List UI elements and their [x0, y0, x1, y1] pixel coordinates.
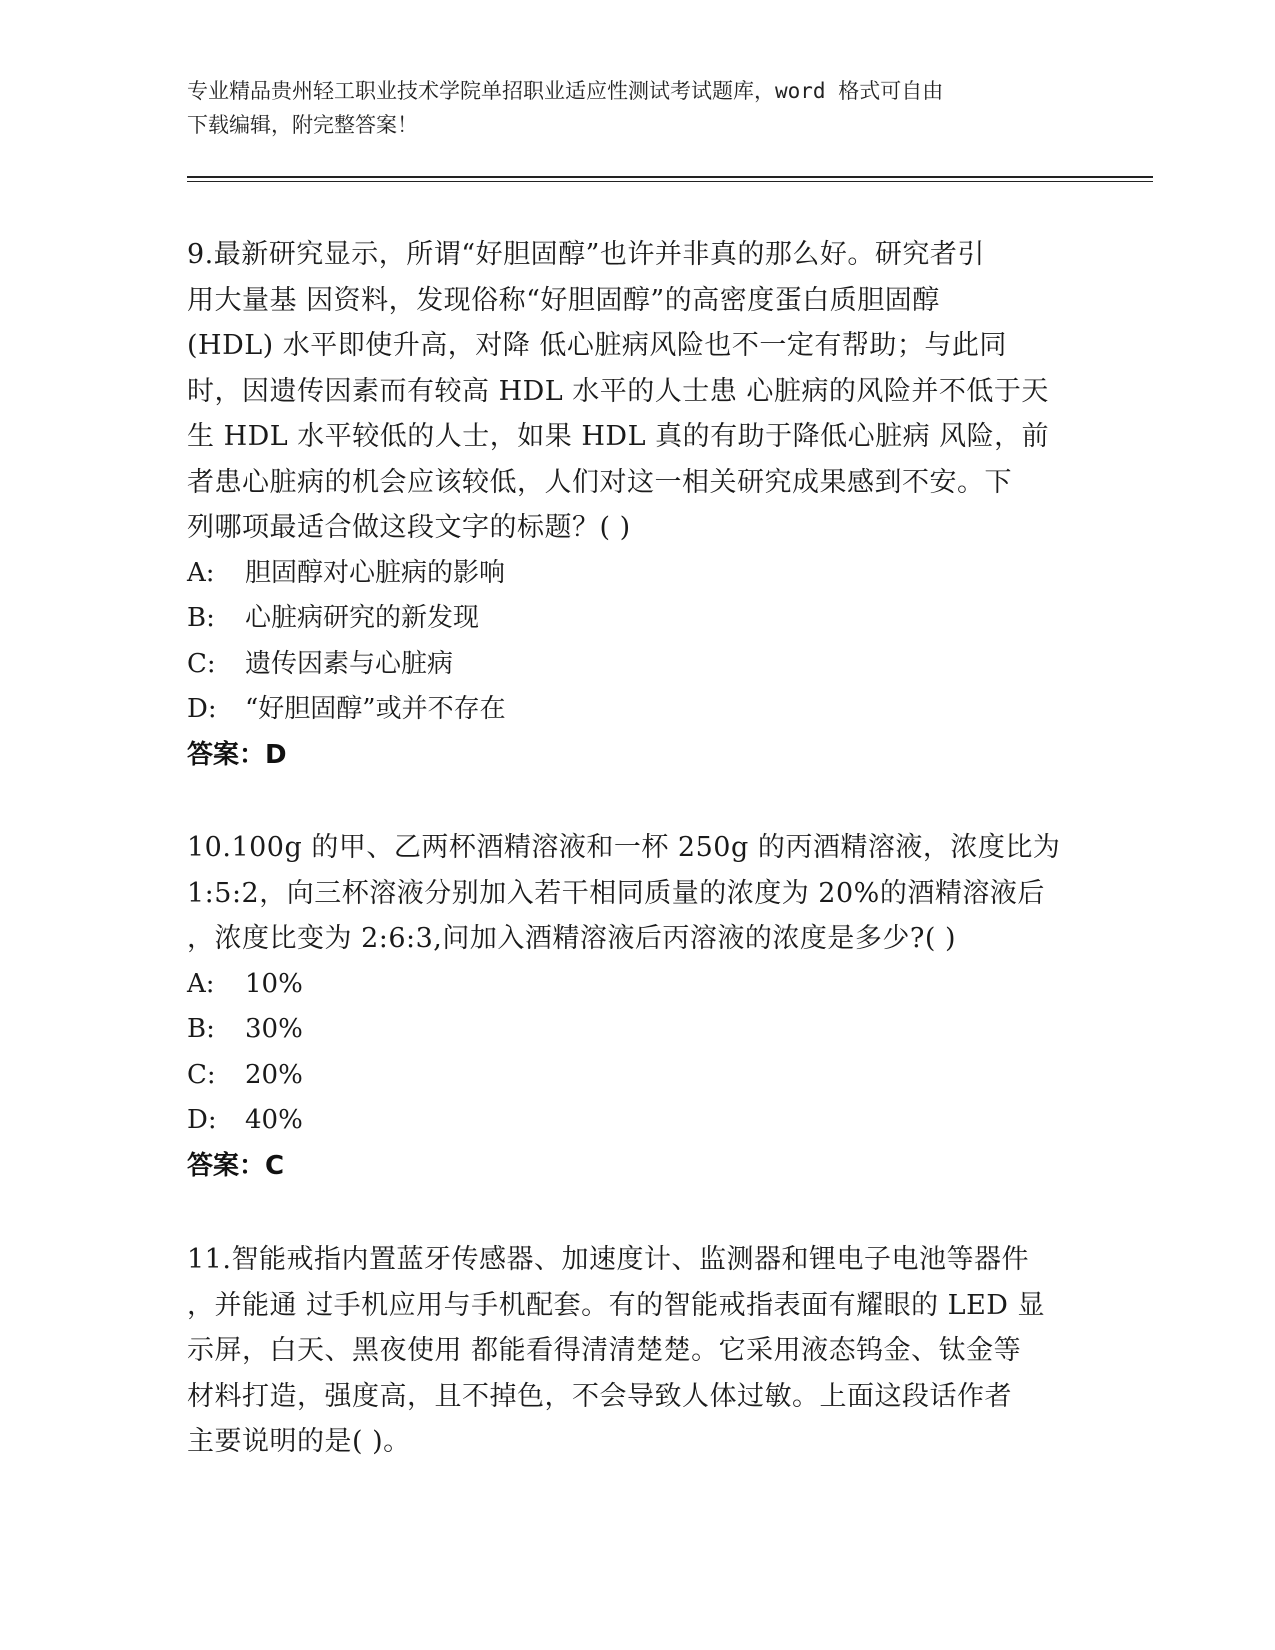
stem-line: 材料打造，强度高，且不掉色，不会导致人体过敏。上面这段话作者	[187, 1380, 1012, 1412]
option-c	[187, 642, 1087, 688]
stem-line: (HDL) 水平即使升高，对降 低心脏病风险也不一定有帮助；与此同	[187, 330, 1007, 361]
option-letter: A:	[187, 557, 215, 588]
question-10	[187, 825, 1087, 1189]
option-d	[187, 1098, 1087, 1144]
option-text: 心脏病研究的新发现	[245, 603, 480, 633]
stem-line: 主要说明的是( )。	[187, 1426, 411, 1457]
answer-label: 答案：C	[187, 1150, 285, 1181]
option-text: 遗传因素与心脏病	[245, 648, 454, 679]
option-a	[187, 551, 1087, 597]
option-text: 10%	[245, 968, 303, 999]
option-b	[187, 1007, 1087, 1053]
header-line: 专业精品贵州轻工职业技术学院单招职业适应性测试考试题库，word 格式可自由	[187, 79, 944, 103]
option-letter: B:	[187, 1014, 215, 1044]
stem-line: 时，因遗传因素而有较高 HDL 水平的人士患 心脏病的风险并不低于天	[187, 375, 1049, 407]
header-line: 下载编辑，附完整答案！	[187, 113, 418, 137]
stem-line: 10.100g 的甲、乙两杯酒精溶液和一杯 250g 的丙酒精溶液，浓度比为	[187, 832, 1061, 863]
option-d	[187, 687, 1087, 733]
option-text: 30%	[245, 1014, 303, 1044]
option-text: 20%	[245, 1059, 303, 1090]
option-letter: D:	[187, 694, 217, 724]
answer-label: 答案：D	[187, 739, 287, 770]
stem-line: 用大量基 因资料，发现俗称“好胆固醇”的高密度蛋白质胆固醇	[187, 284, 940, 316]
stem-line: 列哪项最适合做这段文字的标题？( )	[187, 512, 631, 543]
option-text: “好胆固醇”或并不存在	[245, 694, 506, 724]
stem-line: 11.智能戒指内置蓝牙传感器、加速度计、监测器和锂电子电池等器件	[187, 1244, 1029, 1275]
question-stem	[187, 1237, 1087, 1465]
stem-line: 9.最新研究显示，所谓“好胆固醇”也许并非真的那么好。研究者引	[187, 239, 985, 270]
option-letter: C:	[187, 648, 216, 679]
stem-line: ，并能通 过手机应用与手机配套。有的智能戒指表面有耀眼的 LED 显	[187, 1289, 1046, 1321]
stem-line: 1:5:2，向三杯溶液分别加入若干相同质量的浓度为 20%的酒精溶液后	[187, 877, 1045, 909]
header-divider-thin	[187, 181, 1153, 182]
stem-line: 示屏，白天、黑夜使用 都能看得清清楚楚。它采用液态钨金、钛金等	[187, 1335, 1022, 1366]
page-header	[187, 74, 1087, 142]
stem-line: ，浓度比变为 2:6:3,问加入酒精溶液后丙溶液的浓度是多少?( )	[187, 923, 957, 954]
option-letter: C:	[187, 1059, 216, 1090]
option-letter: D:	[187, 1105, 217, 1135]
option-b	[187, 596, 1087, 642]
question-9	[187, 232, 1087, 778]
option-letter: A:	[187, 968, 215, 999]
question-stem	[187, 232, 1087, 551]
question-stem	[187, 825, 1087, 962]
option-letter: B:	[187, 603, 215, 633]
option-text: 胆固醇对心脏病的影响	[245, 557, 506, 588]
header-divider	[187, 176, 1153, 178]
stem-line: 者患心脏病的机会应该较低，人们对这一相关研究成果感到不安。下	[187, 466, 1012, 498]
stem-line: 生 HDL 水平较低的人士，如果 HDL 真的有助于降低心脏病 风险，前	[187, 421, 1050, 452]
option-text: 40%	[245, 1105, 303, 1135]
option-a	[187, 962, 1087, 1008]
option-c	[187, 1053, 1087, 1099]
question-11	[187, 1237, 1087, 1465]
